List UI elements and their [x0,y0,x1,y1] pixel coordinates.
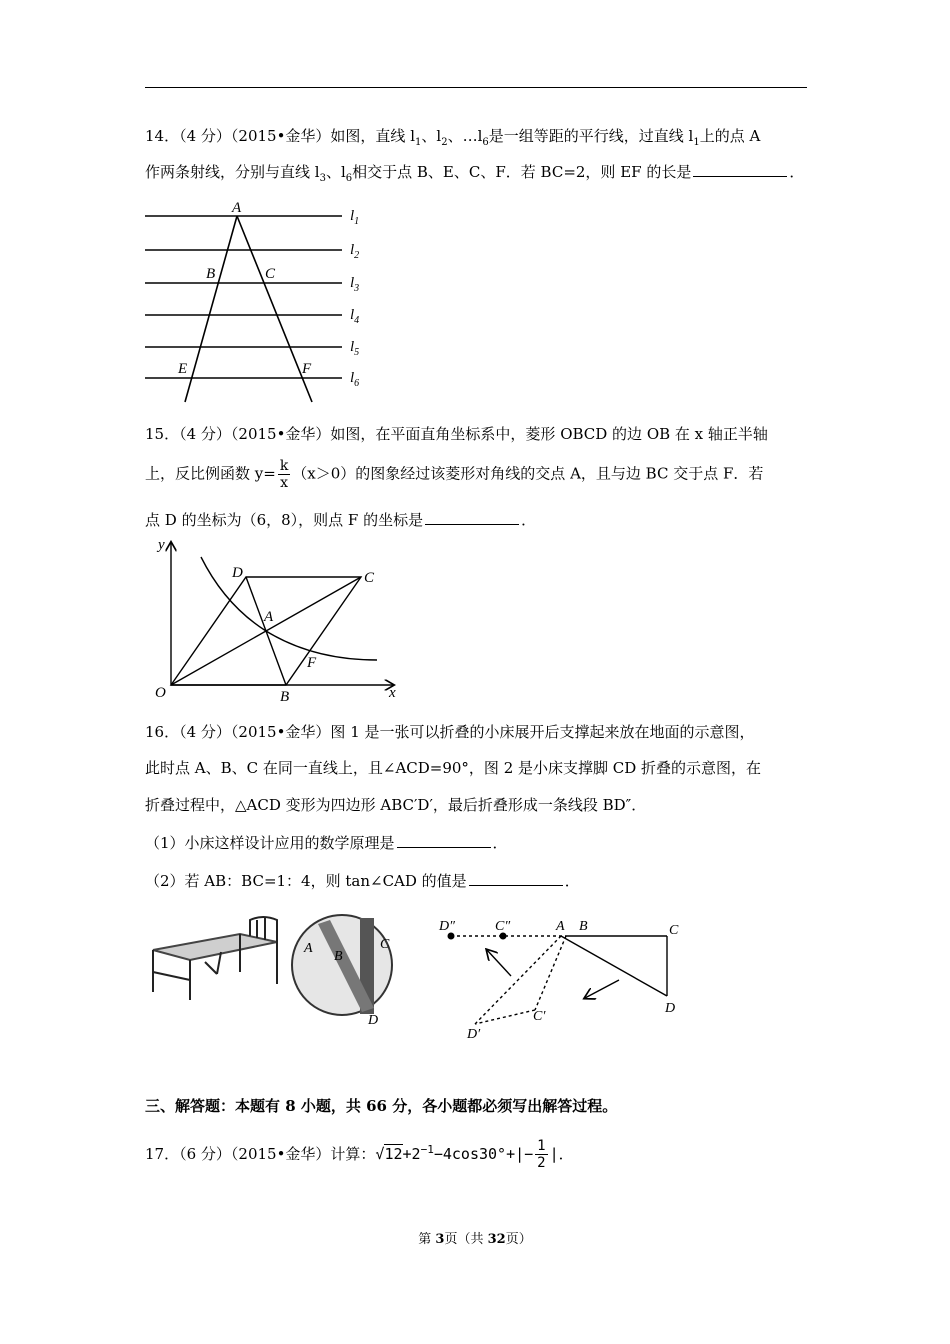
q17-expression: $√12+2^{-1}-4\cos 30^\circ+|-$ $\frac{1}{2}$ |． [375,1138,574,1171]
label-d: D [232,565,243,581]
label-c: C [669,923,679,938]
label-a: A [556,919,565,934]
label-c: C [380,937,390,952]
segment-c1d1 [475,1010,535,1024]
label-b: B [280,689,290,705]
q16-answer-blank-2[interactable] [469,871,563,886]
label-l2: $l_2$ [350,242,360,261]
label-l4: $l_4$ [350,307,360,326]
label-o: O [155,685,166,701]
label-c2: C″ [495,919,511,934]
segment-ad1 [475,936,561,1024]
label-c: C [364,570,375,586]
q16-answer-blank-1[interactable] [397,833,491,848]
q14-figure [140,198,380,404]
segment-ad [561,936,667,996]
hyperbola [201,557,377,660]
label-a: A [232,200,242,216]
label-c: C [265,266,276,282]
label-l5: $l_5$ [350,339,360,358]
arrow-2 [585,980,619,998]
q16-line3: 折叠过程中，△ACD 变形为四边形 ABC′D′，最后折叠形成一条线段 BD″． [145,796,647,814]
label-l6: $l_6$ [350,370,360,389]
q15-line1: 15．（4 分）（2015•金华）如图，在平面直角坐标系中，菱形 OBCD 的边 OB 在 x 轴正半轴 [145,425,768,443]
q16-line1: 16．（4 分）（2015•金华）图 1 是一张可以折叠的小床展开后支撑起来放在地面的示意图， [145,723,755,741]
q17-fraction: $\frac{1}{2}$ [537,1138,546,1171]
q16-figure-2 [435,912,685,1044]
top-rule [145,87,807,88]
label-d: D [665,1001,676,1016]
label-a: A [264,609,274,625]
folding-bed-image [145,912,285,1004]
q15-figure [143,535,405,713]
label-a: A [304,941,313,956]
ray-ae [185,216,237,402]
q15-answer-blank[interactable] [425,510,519,525]
label-l1: $l_1$ [350,208,360,227]
arrow-1 [487,950,511,976]
q17-line: 17．（6 分）（2015•金华）计算：$√12+2^{-1}-4\cos 30^\circ+|-$ $\frac{1}{2}$ |． [145,1138,574,1171]
label-f: F [302,361,312,377]
q14-line2: 作两条射线，分别与直线 $l_3$、$l_6$相交于点 B、E、C、F．若 BC=2，则 EF 的长是 ． [145,163,805,184]
page-footer: 第 3页（共 32页） [418,1232,532,1247]
label-d2: D″ [439,919,455,934]
q15-line3: 点 D 的坐标为（6，8），则点 F 的坐标是 ． [145,511,537,529]
sqrt-sign: √ [375,1145,385,1163]
label-x: x [389,685,396,701]
q14-answer-blank[interactable] [693,162,787,177]
section-3-heading: 三、解答题：本题有 8 小题，共 66 分，各小题都必须写出解答过程。 [145,1097,618,1115]
label-l3: $l_3$ [350,275,360,294]
ray-af [237,216,312,402]
q15-line2: 上，反比例函数 y= $\frac{k}{x}$ （x＞0）的图象经过该菱形对角线的交点 A，且与边 BC 交于点 F．若 [145,458,764,491]
q16-sub1: （1）小床这样设计应用的数学原理是 ． [145,834,508,852]
label-y: y [158,537,165,553]
label-b: B [579,919,588,934]
label-b: B [334,949,343,964]
q14-line1: 14．（4 分）（2015•金华）如图，直线 $l_1$、$l_2$、$\dots l_6$是一组等距的平行线，过直线 $l_1$上的点 A [145,127,761,148]
q16-line2: 此时点 A、B、C 在同一直线上，且∠ACD=90°，图 2 是小床支撑脚 CD 折叠的示意图，在 [145,759,762,777]
q16-sub2: （2）若 AB：BC=1：4，则 tan∠CAD 的值是 ． [145,872,580,890]
q15-fraction: $\frac{k}{x}$ [279,458,289,491]
label-b: B [206,266,216,282]
label-f: F [307,655,317,671]
q16-figure-1 [290,910,400,1026]
label-d: D [368,1013,379,1026]
label-d1: D′ [467,1027,481,1042]
segment-bc1 [535,936,566,1010]
label-e: E [178,361,188,377]
label-c1: C′ [533,1009,546,1024]
